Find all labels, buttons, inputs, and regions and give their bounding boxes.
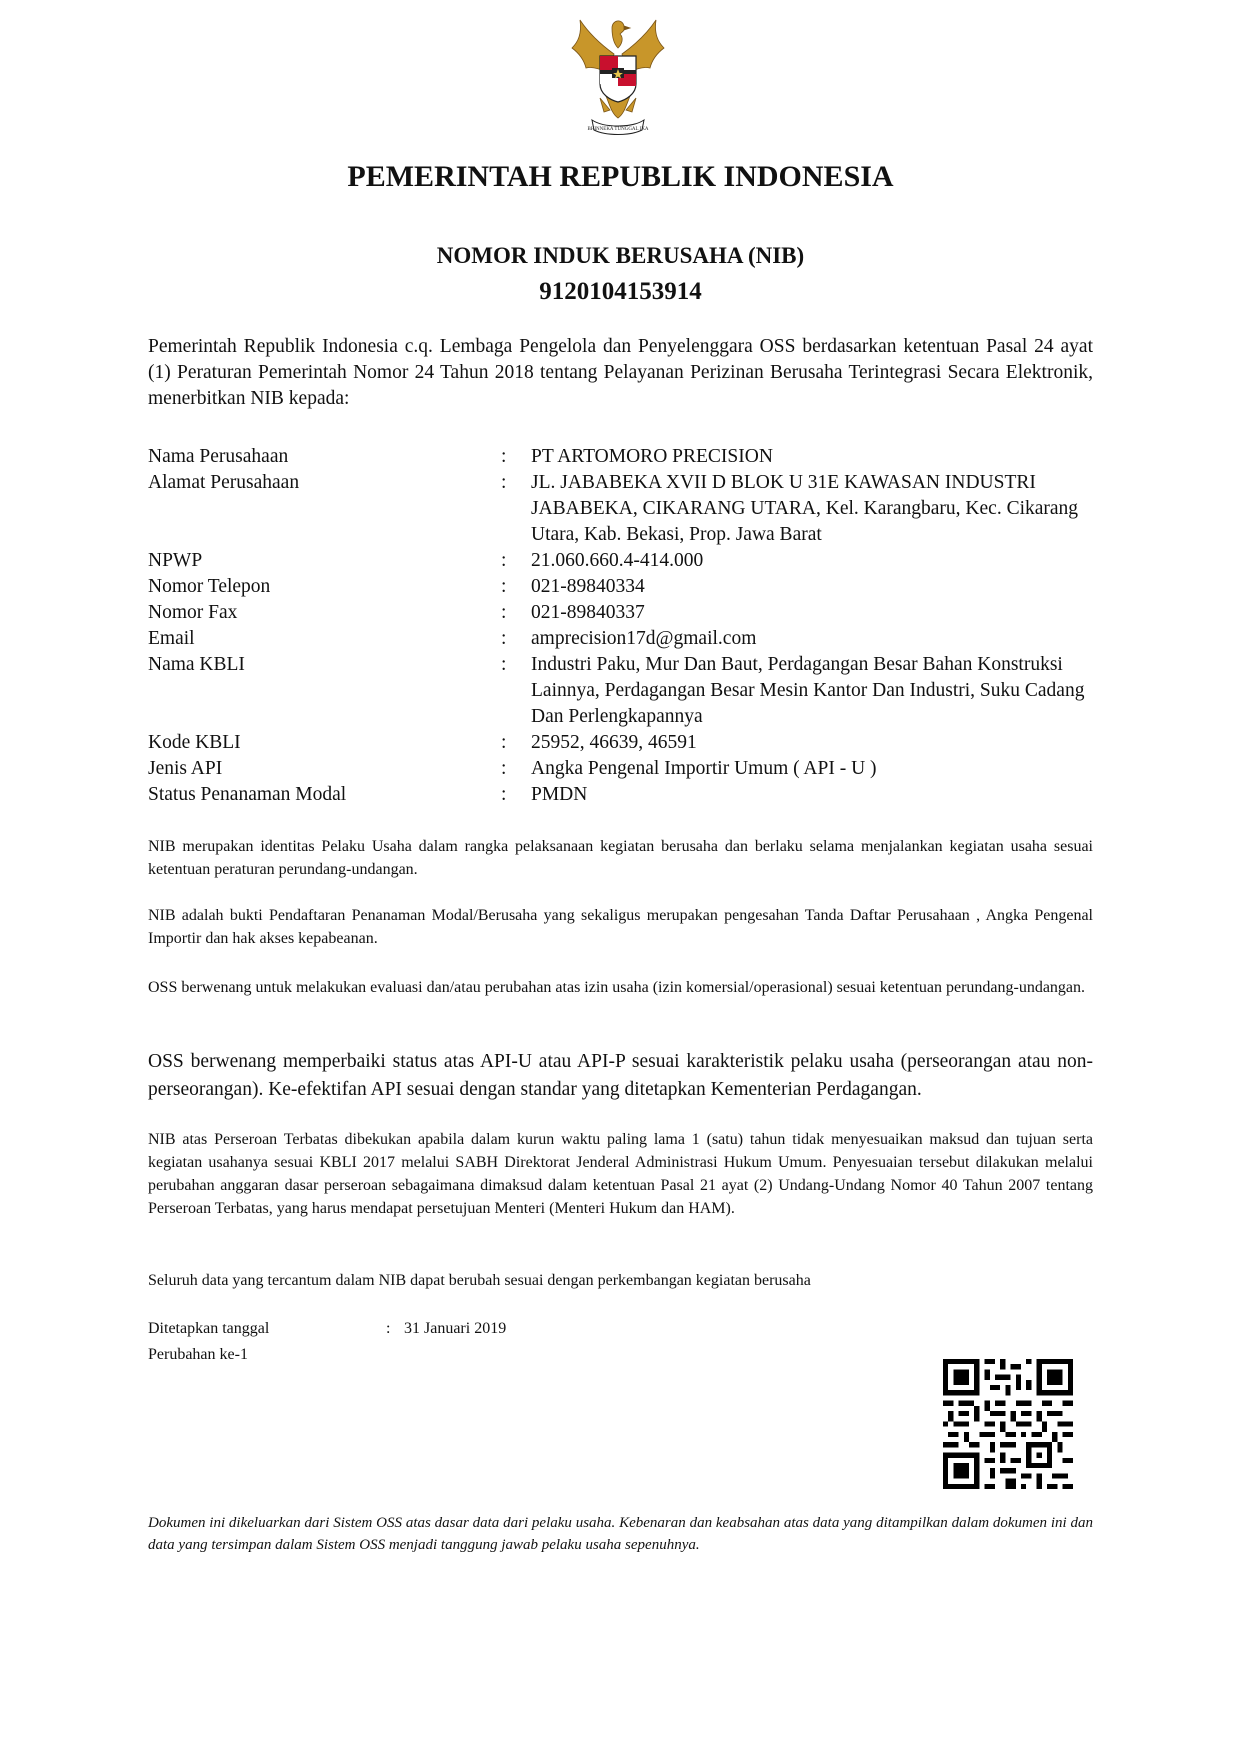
phone-value: 021-89840334 [531,576,645,597]
colon-separator: : [501,550,507,571]
colon-separator: : [501,784,507,805]
table-row [146,574,1086,600]
garuda-emblem-icon [570,14,666,136]
kbli-code-label: Kode KBLI [148,732,241,753]
oss-evaluation-paragraph: OSS berwenang untuk melakukan evaluasi dan/atau perubahan atas izin usaha (izin komersial/operasional) sesuai ketentuan perundang-undangan. [148,979,1086,996]
nib-title: NOMOR INDUK BERUSAHA (NIB) [436,243,805,268]
kbli-code-value: 25952, 46639, 46591 [531,732,697,753]
table-row [146,600,1086,626]
npwp-label: NPWP [148,550,203,571]
colon-separator: : [501,654,507,675]
npwp-value: 21.060.660.4-414.000 [531,550,704,571]
colon-separator: : [501,732,507,753]
table-row [146,548,1086,574]
company-address-value: JL. JABABEKA XVII D BLOK U 31E KAWASAN INDUSTRI JABABEKA, CIKARANG UTARA, Kel. Karangbaru, Kec. Cikarang Utara, Kab. Bekasi, Prop. Jawa Barat [531,472,1079,545]
qr-code-icon [943,1359,1073,1489]
table-row [146,756,1086,782]
revision-label: Perubahan ke-1 [148,1346,248,1363]
colon-separator: : [501,628,507,649]
table-row [146,782,1086,808]
api-type-label: Jenis API [148,758,223,779]
colon-separator: : [386,1320,391,1337]
nib-proof-paragraph: NIB adalah bukti Pendaftaran Penanaman Modal/Berusaha yang sekaligus merupakan pengesahan Tanda Daftar Perusahaan , Angka Pengenal Importir dan hak akses kepabeanan. [148,907,1093,947]
company-address-label: Alamat Perusahaan [148,472,300,493]
table-row [146,470,1086,548]
issued-date-label: Ditetapkan tanggal [148,1320,270,1337]
email-value: amprecision17d@gmail.com [531,628,757,649]
company-name-label: Nama Perusahaan [148,446,289,467]
kbli-name-value: Industri Paku, Mur Dan Baut, Perdagangan Besar Bahan Konstruksi Lainnya, Perdagangan Besar Mesin Kantor Dan Industri, Suku Cadang Dan Perlengkapannya [531,654,1085,727]
issued-date-row [148,1317,506,1340]
kbli-name-label: Nama KBLI [148,654,245,675]
company-info-table [146,444,1086,808]
table-row [146,652,1086,730]
colon-separator: : [501,758,507,779]
table-row [146,444,1086,470]
colon-separator: : [501,472,507,493]
table-row [146,730,1086,756]
oss-api-paragraph: OSS berwenang memperbaiki status atas API-U atau API-P sesuai karakteristik pelaku usaha (perseorangan atau non-perseorangan). Ke-efektifan API sesuai dengan standar yang ditetapkan Kementerian Perdagangan. [148,1051,1093,1100]
nib-identity-paragraph: NIB merupakan identitas Pelaku Usaha dalam rangka pelaksanaan kegiatan berusaha dan berlaku selama menjalankan kegiatan usaha sesuai ketentuan peraturan perundang-undangan. [148,838,1093,878]
colon-separator: : [501,446,507,467]
colon-separator: : [501,602,507,623]
government-title: PEMERINTAH REPUBLIK INDONESIA [347,160,894,193]
phone-label: Nomor Telepon [148,576,271,597]
intro-paragraph: Pemerintah Republik Indonesia c.q. Lembaga Pengelola dan Penyelenggara OSS berdasarkan ketentuan Pasal 24 ayat (1) Peraturan Pemerintah Nomor 24 Tahun 2018 tentang Pelayanan Perizinan Berusaha Terintegrasi Secara Elektronik, menerbitkan NIB kepada: [148,336,1093,409]
fax-label: Nomor Fax [148,602,238,623]
nib-number: 9120104153914 [539,278,702,305]
investment-status-label: Status Penanaman Modal [148,784,347,805]
colon-separator: : [501,576,507,597]
fax-value: 021-89840337 [531,602,645,623]
investment-status-value: PMDN [531,784,588,805]
issued-date-value: 31 Januari 2019 [404,1320,507,1337]
nib-freeze-paragraph: NIB atas Perseroan Terbatas dibekukan apabila dalam kurun waktu paling lama 1 (satu) tahun tidak menyesuaikan maksud dan tujuan serta kegiatan usahanya sesuai KBLI 2017 melalui SABH Direktorat Jenderal Administrasi Hukum Umum. Penyesuaian tersebut dilakukan melalui perubahan anggaran dasar perseroan sebagaimana dimaksud dalam ketentuan Pasal 21 ayat (2) Undang-Undang Nomor 40 Tahun 2007 tentang Perseroan Terbatas, yang harus mendapat persetujuan Menteri (Menteri Hukum dan HAM). [148,1131,1093,1217]
email-label: Email [148,628,195,649]
emblem-motto: BHINNEKA TUNGGAL IKA [587,127,649,132]
company-name-value: PT ARTOMORO PRECISION [531,446,773,467]
disclaimer-text: Dokumen ini dikeluarkan dari Sistem OSS atas dasar data dari pelaku usaha. Kebenaran dan keabsahan atas data yang ditampilkan dalam dokumen ini dan data yang tersimpan dalam Sistem OSS menjadi tanggung jawab pelaku usaha sepenuhnya. [148,1515,1093,1553]
api-type-value: Angka Pengenal Importir Umum ( API - U ) [531,758,877,779]
table-row [146,626,1086,652]
data-change-paragraph: Seluruh data yang tercantum dalam NIB dapat berubah sesuai dengan perkembangan kegiatan berusaha [148,1272,811,1289]
